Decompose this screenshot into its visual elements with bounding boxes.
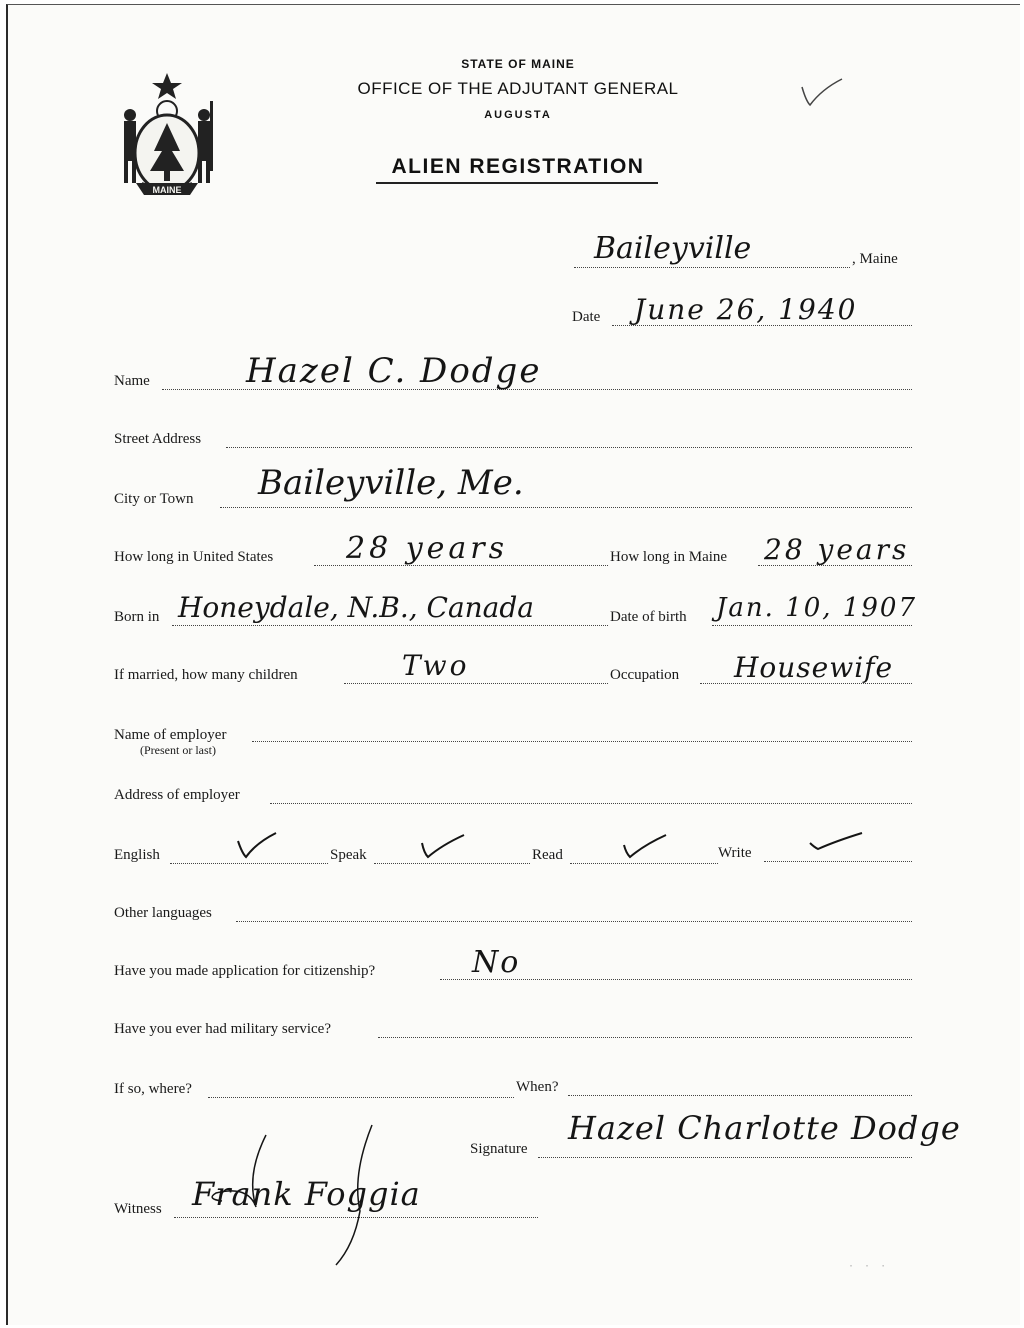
military-line: [378, 1037, 912, 1038]
date-of-birth-line: [712, 625, 912, 626]
how-long-maine-label: How long in Maine: [610, 549, 728, 565]
witness-label: Witness: [114, 1201, 162, 1217]
write-line: [764, 861, 912, 862]
other-languages-line: [236, 921, 912, 922]
write-check-icon: [806, 831, 866, 855]
military-label: Have you ever had military service?: [114, 1021, 331, 1037]
signature-label: Signature: [470, 1141, 528, 1157]
title-underline: [376, 182, 658, 184]
city-value: Baileyville, Me.: [258, 463, 524, 503]
signature-value: Hazel Charlotte Dodge: [568, 1109, 961, 1147]
date-of-birth-value: Jan. 10, 1907: [716, 593, 917, 623]
occupation-value: Housewife: [734, 651, 894, 684]
seal-banner: MAINE: [152, 185, 182, 195]
date-of-birth-label: Date of birth: [610, 609, 687, 625]
street-address-label: Street Address: [114, 431, 202, 447]
header-state: STATE OF MAINE: [461, 57, 575, 71]
city-label: City or Town: [114, 491, 194, 507]
read-line: [570, 863, 718, 864]
speak-line: [374, 863, 530, 864]
name-label: Name: [114, 373, 150, 389]
date-label: Date: [572, 309, 601, 325]
employer-address-line: [270, 803, 912, 804]
english-check-icon: [234, 829, 284, 861]
read-label: Read: [532, 847, 563, 863]
maine-state-seal-icon: [114, 71, 220, 203]
state-label: , Maine: [852, 251, 898, 267]
witness-value: Frank Foggia: [192, 1175, 421, 1213]
children-label: If married, how many children: [114, 667, 298, 683]
header-office: OFFICE OF THE ADJUTANT GENERAL: [357, 79, 679, 98]
city-line: [220, 507, 912, 508]
born-in-label: Born in: [114, 609, 160, 625]
speak-check-icon: [418, 831, 468, 861]
where-line: [208, 1097, 514, 1098]
english-line: [170, 863, 328, 864]
employer-address-label: Address of employer: [114, 787, 240, 803]
write-label: Write: [718, 845, 752, 861]
where-label: If so, where?: [114, 1081, 192, 1097]
name-value: Hazel C. Dodge: [246, 351, 542, 391]
born-in-value: Honeydale, N.B., Canada: [178, 591, 534, 624]
born-in-line: [172, 625, 608, 626]
header-city: AUGUSTA: [484, 109, 552, 121]
street-address-line: [226, 447, 912, 448]
read-check-icon: [620, 831, 670, 861]
citizenship-value: No: [472, 945, 521, 980]
signature-line: [538, 1157, 912, 1158]
other-languages-label: Other languages: [114, 905, 212, 921]
town-line: [574, 267, 850, 268]
english-label: English: [114, 847, 160, 863]
when-label: When?: [516, 1079, 559, 1095]
children-line: [344, 683, 608, 684]
employer-name-sublabel: (Present or last): [140, 743, 216, 757]
occupation-label: Occupation: [610, 667, 680, 683]
when-line: [568, 1095, 912, 1096]
check-mark-icon: [798, 75, 848, 109]
date-value: June 26, 1940: [634, 293, 858, 326]
speak-label: Speak: [330, 847, 367, 863]
how-long-maine-value: 28 years: [764, 533, 910, 566]
archive-stamp: · · ·: [848, 1261, 889, 1272]
citizenship-label: Have you made application for citizenship?: [114, 963, 376, 979]
children-value: Two: [402, 649, 470, 682]
how-long-us-label: How long in United States: [114, 549, 274, 565]
how-long-us-value: 28 years: [346, 531, 509, 566]
employer-name-line: [252, 741, 912, 742]
employer-name-label: Name of employer: [114, 727, 227, 743]
form-title: ALIEN REGISTRATION: [391, 155, 645, 178]
registration-form: [6, 4, 1020, 1325]
town-value: Baileyville: [594, 231, 752, 266]
